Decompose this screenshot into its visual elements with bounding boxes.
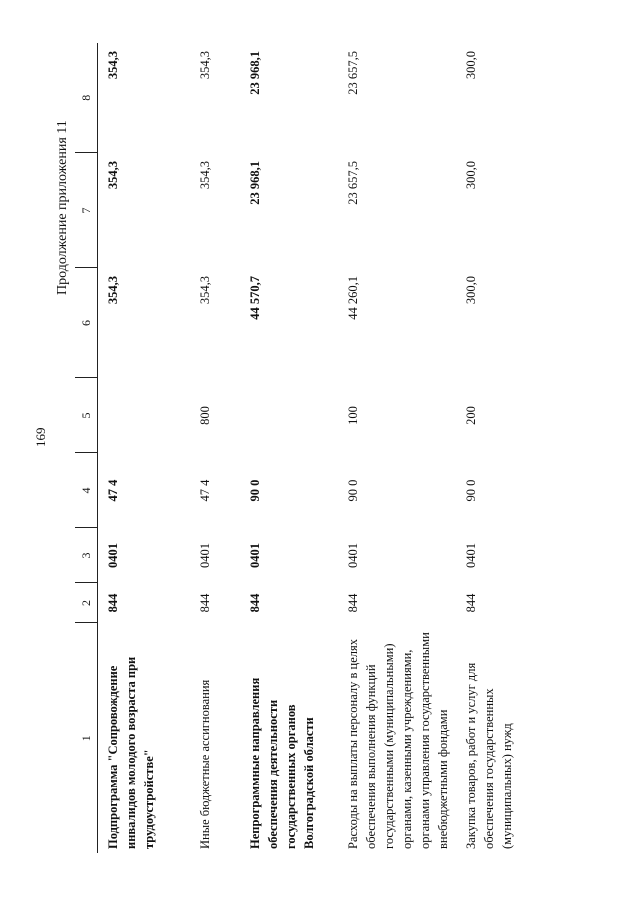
row-name: Непрограммные направления обеспечения деятельности государственных органов Волгоградской области (248, 677, 316, 849)
column-header: 1 (75, 623, 98, 853)
table-row (240, 43, 338, 853)
cell-expense-type (98, 378, 191, 453)
cell-amount-3: 23 657,5 (346, 51, 360, 95)
cell-target: 90 0 (464, 479, 478, 502)
cell-target: 47 4 (198, 479, 212, 502)
column-header: 5 (75, 378, 98, 453)
row-name: Расходы на выплаты персоналу в целях обеспечения выполнения функций государственными (муниципальными) органами, казенными учреждениями, органами управления государственными внебюджетными фондами (346, 632, 450, 849)
cell-expense-type: 200 (464, 406, 478, 425)
table-row (98, 43, 191, 853)
cell-amount-3: 23 968,1 (248, 51, 262, 95)
cell-amount-3: 354,3 (106, 51, 120, 80)
column-header: 7 (75, 153, 98, 268)
cell-target: 90 0 (248, 479, 262, 502)
cell-ministry: 844 (346, 593, 360, 613)
table-row (456, 43, 526, 853)
row-name: Закупка товаров, работ и услуг для обеспечения государственных (муниципальных) нужд (464, 662, 514, 849)
cell-target: 47 4 (106, 479, 120, 502)
cell-amount-2: 354,3 (198, 161, 212, 190)
column-header: 3 (75, 528, 98, 583)
cell-expense-type: 100 (346, 406, 360, 425)
column-header: 4 (75, 453, 98, 528)
cell-section: 0401 (106, 543, 120, 568)
cell-expense-type: 800 (198, 406, 212, 425)
cell-amount-1: 354,3 (106, 276, 120, 305)
cell-amount-3: 300,0 (464, 51, 478, 80)
cell-ministry: 844 (248, 593, 262, 613)
cell-section: 0401 (198, 543, 212, 568)
cell-section: 0401 (346, 543, 360, 568)
continuation-label: Продолжение приложения 11 (55, 120, 70, 295)
header-row (75, 43, 98, 853)
column-header: 6 (75, 268, 98, 378)
column-header: 2 (75, 583, 98, 623)
cell-amount-2: 354,3 (106, 161, 120, 190)
row-name: Иные бюджетные ассигнования (198, 679, 212, 849)
table-row (338, 43, 456, 853)
cell-ministry: 844 (464, 593, 478, 613)
cell-amount-1: 44 260,1 (346, 276, 360, 320)
cell-target: 90 0 (346, 479, 360, 502)
page-number: 169 (33, 427, 48, 447)
cell-ministry: 844 (106, 593, 120, 613)
cell-amount-2: 23 968,1 (248, 161, 262, 205)
cell-expense-type (240, 378, 338, 453)
cell-section: 0401 (248, 543, 262, 568)
row-name: Подпрограмма "Сопровождение инвалидов молодого возраста при трудоустройстве" (106, 656, 156, 849)
cell-amount-1: 354,3 (198, 276, 212, 305)
budget-table (75, 43, 526, 853)
cell-ministry: 844 (198, 593, 212, 613)
cell-amount-2: 300,0 (464, 161, 478, 190)
cell-amount-1: 300,0 (464, 276, 478, 305)
cell-amount-1: 44 570,7 (248, 276, 262, 320)
table-row (190, 43, 240, 853)
cell-amount-2: 23 657,5 (346, 161, 360, 205)
cell-section: 0401 (464, 543, 478, 568)
cell-amount-3: 354,3 (198, 51, 212, 80)
column-header: 8 (75, 43, 98, 153)
